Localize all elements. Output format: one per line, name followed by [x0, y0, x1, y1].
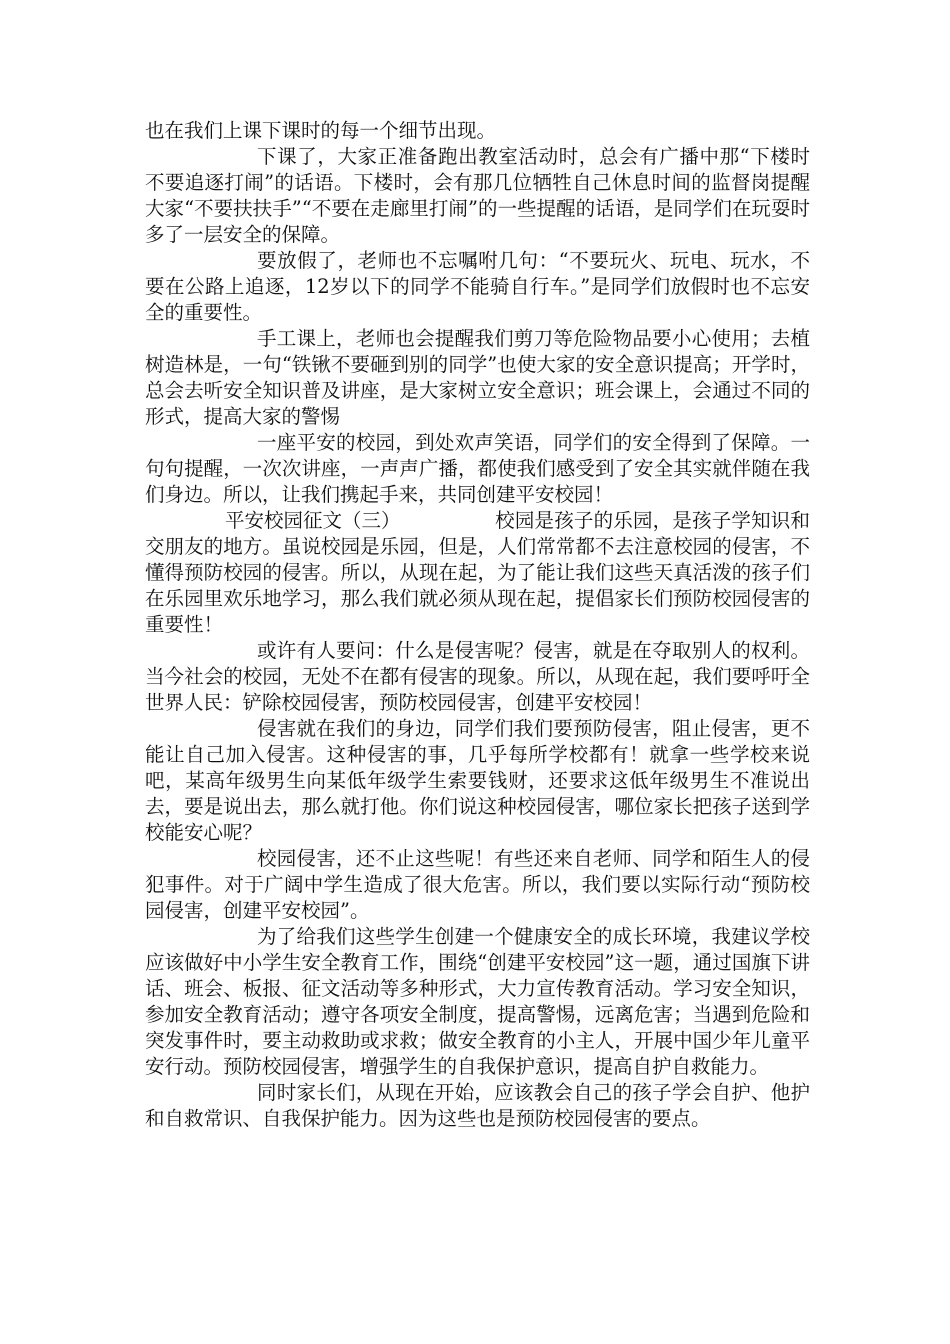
paragraph-1: 也在我们上课下课时的每一个细节出现。 — [145, 119, 497, 142]
paragraph-11: 同时家长们，从现在开始，应该教会自己的孩子学会自护、他护和自救常识、自我保护能力。因为这些也是预防校园侵害的要点。 — [145, 1081, 810, 1130]
paragraph-7: 或许有人要问：什么是侵害呢？侵害，就是在夺取别人的权利。当今社会的校园，无处不在都有侵害的现象。所以，从现在起，我们要呼吁全世界人民：铲除校园侵害，预防校园侵害，创建平安校园！ — [145, 639, 810, 714]
paragraph-2: 下课了，大家正准备跑出教室活动时，总会有广播中那“下楼时不要追逐打闹”的话语。下楼时，会有那几位牺牲自己休息时间的监督岗提醒大家“不要扶扶手”“不要在走廊里打闹”的一些提醒的话语，是同学们在玩耍时多了一层安全的保障。 — [145, 145, 810, 246]
paragraph-5: 一座平安的校园，到处欢声笑语，同学们的安全得到了保障。一句句提醒，一次次讲座，一声声广播，都使我们感受到了安全其实就伴随在我们身边。所以，让我们携起手来，共同创建平安校园！ — [145, 431, 810, 506]
paragraph-8: 侵害就在我们的身边，同学们我们要预防侵害，阻止侵害，更不能让自己加入侵害。这种侵害的事，几乎每所学校都有！就拿一些学校来说吧，某高年级男生向某低年级学生索要钱财，还要求这低年级男生不准说出去，要是说出去，那么就打他。你们说这种校园侵害，哪位家长把孩子送到学校能安心呢？ — [145, 717, 810, 844]
paragraph-3: 要放假了，老师也不忘嘱咐几句：“不要玩火、玩电、玩水，不要在公路上追逐，12岁以下的同学不能骑自行车。”是同学们放假时也不忘安全的重要性。 — [145, 249, 810, 324]
paragraph-9: 校园侵害，还不止这些呢！有些还来自老师、同学和陌生人的侵犯事件。对于广阔中学生造成了很大危害。所以，我们要以实际行动“预防校园侵害，创建平安校园”。 — [145, 847, 810, 922]
essay-heading: 平安校园征文（三） — [225, 509, 401, 532]
paragraph-4: 手工课上，老师也会提醒我们剪刀等危险物品要小心使用；去植树造林是，一句“铁锹不要砸到别的同学”也使大家的安全意识提高；开学时，总会去听安全知识普及讲座，是大家树立安全意识；班会课上，会通过不同的形式，提高大家的警惕 — [145, 327, 810, 428]
document-body — [145, 118, 810, 1132]
essay-first-paragraph: 校园是孩子的乐园，是孩子学知识和交朋友的地方。虽说校园是乐园，但是，人们常常都不去注意校园的侵害，不懂得预防校园的侵害。所以，从现在起，为了能让我们这些天真活泼的孩子们在乐园里欢乐地学习，那么我们就必须从现在起，提倡家长们预防校园侵害的重要性！ — [145, 509, 810, 636]
paragraph-10: 为了给我们这些学生创建一个健康安全的成长环境，我建议学校应该做好中小学生安全教育工作，围绕“创建平安校园”这一题，通过国旗下讲话、班会、板报、征文活动等多种形式，大力宣传教育活动。学习安全知识，参加安全教育活动；遵守各项安全制度，提高警惕，远离危害；当遇到危险和突发事件时，要主动救助或求救；做安全教育的小主人，开展中国少年儿童平安行动。预防校园侵害，增强学生的自我保护意识，提高自护自救能力。 — [145, 925, 810, 1078]
essay-intro-paragraph — [145, 508, 810, 638]
